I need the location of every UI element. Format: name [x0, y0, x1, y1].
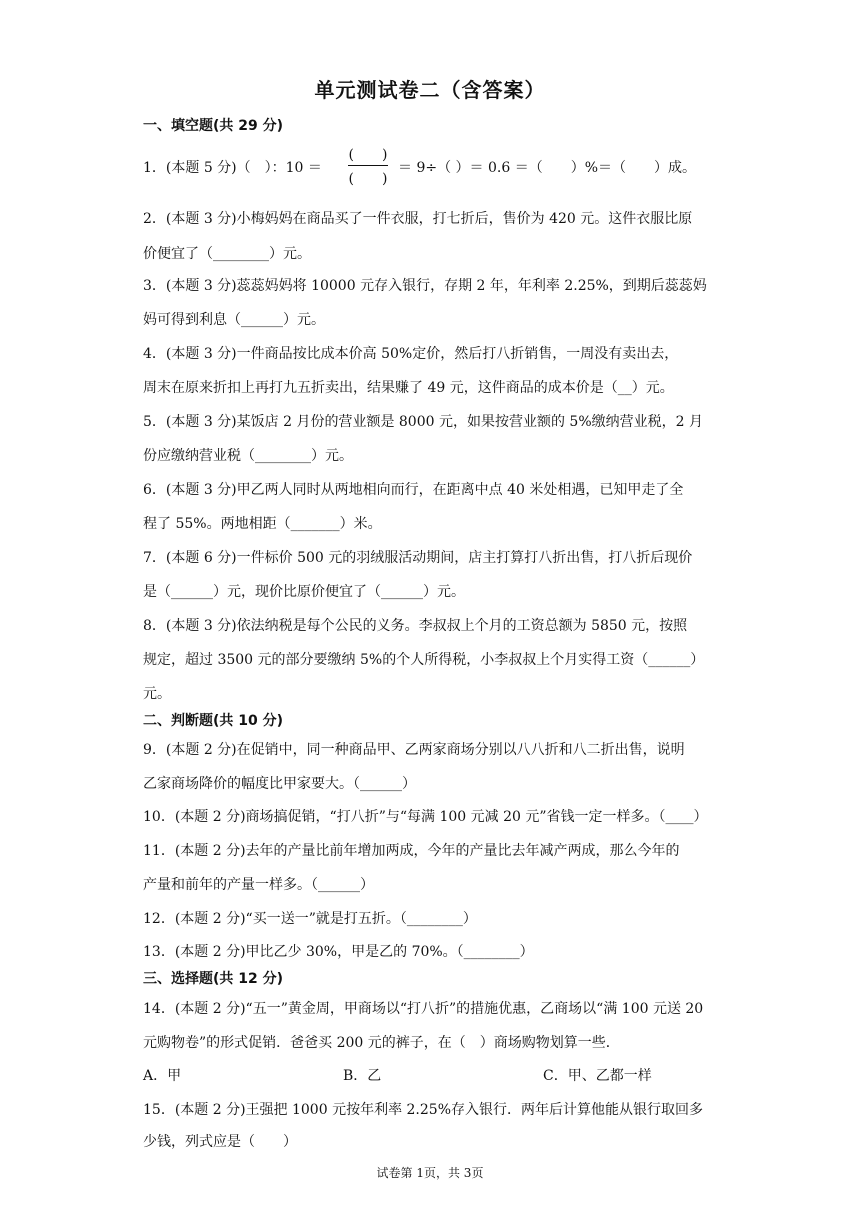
q14-option-b: B．乙 — [343, 1068, 382, 1084]
question-line: 7．(本题 6 分)一件标价 500 元的羽绒服活动期间，店主打算打八折出售，打八折后现价 — [143, 550, 693, 566]
question-line: 9．(本题 2 分)在促销中，同一种商品甲、乙两家商场分别以八八折和八二折出售，说明 — [143, 742, 685, 758]
question-line: 少钱，列式应是（ ） — [143, 1134, 297, 1150]
question-line: 元购物卷”的形式促销．爸爸买 200 元的裤子，在（ ）商场购物划算一些． — [143, 1035, 620, 1051]
question-line: 15．(本题 2 分)王强把 1000 元按年利率 2.25%存入银行．两年后计算他能从银行取回多 — [143, 1102, 703, 1118]
fraction-numerator: ( ) — [348, 147, 388, 163]
question-line: 元。 — [143, 686, 171, 702]
question-line: 价便宜了（________）元。 — [143, 246, 311, 262]
question-line: 5．(本题 3 分)某饭店 2 月份的营业额是 8000 元，如果按营业额的 5%缴纳营业税，2 月 — [143, 414, 703, 430]
question-line: 程了 55%。两地相距（_______）米。 — [143, 516, 382, 532]
page-title: 单元测试卷二（含答案） — [314, 78, 546, 102]
question-1 — [143, 142, 721, 190]
question-line: 4．(本题 3 分)一件商品按比成本价高 50%定价，然后打八折销售，一周没有卖出去， — [143, 346, 679, 362]
question-line: 周末在原来折扣上再打九五折卖出，结果赚了 49 元，这件商品的成本价是（__）元。 — [143, 380, 674, 396]
fraction-denominator: ( ) — [348, 171, 388, 187]
section-heading-fill: 一、填空题(共 29 分) — [143, 118, 284, 134]
question-line: 8．(本题 3 分)依法纳税是每个公民的义务。李叔叔上个月的工资总额为 5850 元，按照 — [143, 618, 688, 634]
question-line: 规定，超过 3500 元的部分要缴纳 5%的个人所得税，小李叔叔上个月实得工资（______） — [143, 652, 705, 668]
question-line: 产量和前年的产量一样多。（______） — [143, 877, 374, 893]
q14-option-c: C．甲、乙都一样 — [543, 1068, 652, 1084]
question-line: 妈可得到利息（______）元。 — [143, 312, 325, 328]
question-line: 12．(本题 2 分)“买一送一”就是打五折。（________） — [143, 911, 477, 927]
question-line: 3．(本题 3 分)蕊蕊妈妈将 10000 元存入银行，存期 2 年，年利率 2.25%，到期后蕊蕊妈 — [143, 278, 707, 294]
question-line: 13．(本题 2 分)甲比乙少 30%，甲是乙的 70%。（________） — [143, 944, 534, 960]
q1-fraction — [346, 142, 390, 190]
fraction-bar — [348, 165, 388, 166]
question-line: 11．(本题 2 分)去年的产量比前年增加两成，今年的产量比去年减产两成，那么今年的 — [143, 843, 680, 859]
question-line: 2．(本题 3 分)小梅妈妈在商品买了一件衣服，打七折后，售价为 420 元。这件衣服比原 — [143, 211, 693, 227]
q1-suffix: ＝ 9÷（ ）＝ 0.6 ＝（ ）%＝（ ）成。 — [398, 160, 697, 176]
section-heading-choice: 三、选择题(共 12 分) — [143, 971, 284, 987]
question-line: 10．(本题 2 分)商场搞促销，“打八折”与“每满 100 元减 20 元”省钱一定一样多。（____） — [143, 809, 708, 825]
section-heading-judge: 二、判断题(共 10 分) — [143, 713, 284, 729]
question-line: 6．(本题 3 分)甲乙两人同时从两地相向而行，在距离中点 40 米处相遇，已知甲走了全 — [143, 482, 684, 498]
question-line: 乙家商场降价的幅度比甲家要大。（______） — [143, 776, 416, 792]
q1-prefix: 1．(本题 5 分)（ ）：10 ＝ — [143, 160, 322, 176]
question-line: 14．(本题 2 分)“五一”黄金周，甲商场以“打八折”的措施优惠，乙商场以“满 100 元送 20 — [143, 1001, 704, 1017]
question-line: 是（______）元，现价比原价便宜了（______）元。 — [143, 584, 465, 600]
question-line: 份应缴纳营业税（________）元。 — [143, 448, 353, 464]
page-footer: 试卷第 1页，共 3页 — [376, 1166, 484, 1180]
q14-option-a: A．甲 — [143, 1068, 182, 1084]
